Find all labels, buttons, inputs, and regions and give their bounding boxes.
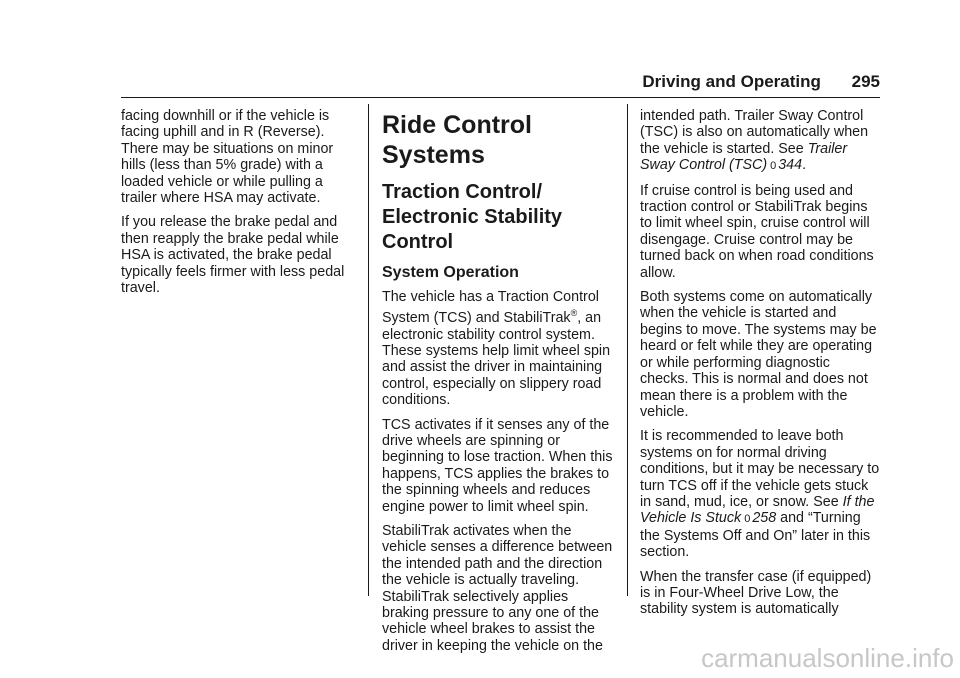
paragraph [640,108,880,175]
text: and “Turning the Systems Off and On” later in this section. [640,510,871,561]
page-reference[interactable]: 258 [752,510,777,527]
watermark: carmanualsonline.info [701,643,954,673]
page-number: 295 [851,72,880,91]
page-ref-arrow-icon: 0 [770,160,777,173]
paragraph: If you release the brake pedal and then reapply the brake pedal while HSA is activated, the brake pedal typically feels firmer with less pedal travel. [121,214,345,297]
paragraph: TCS activates if it senses any of the drive wheels are spinning or beginning to lose traction. When this happens, TCS applies the brakes to the spinning wheels and reduces engine power to limit wheel spin. [382,416,613,515]
column-1 [121,108,359,304]
page-header [642,72,880,92]
column-2 [382,108,616,662]
cross-reference-link[interactable]: Trailer Sway Control (TSC) [640,140,848,174]
paragraph: If cruise control is being used and traction control or StabiliTrak begins to limit wheel spin, cruise control will disengage. Cruise control may be turned back on when road conditions allow. [640,182,874,281]
paragraph: Both systems come on automatically when the vehicle is started and begins to move. The systems may be heard or felt while they are operating or while performing diagnostic checks. This is normal and does not mean there is a problem with the vehicle. [640,289,877,420]
heading-system-operation: System Operation [382,264,519,281]
page-ref-arrow-icon: 0 [744,513,751,526]
column-divider [368,104,369,596]
column-3 [640,108,880,626]
paragraph: facing downhill or if the vehicle is facing uphill and in R (Reverse). There may be situations on minor hills (less than 5% grade) with a loaded vehicle or while pulling a trailer where HSA may activate. [121,108,334,207]
text: , an electronic stability control system. These systems help limit wheel spin and assist the driver in maintaining control, especially on slippery road conditions. [382,310,611,409]
header-rule [121,97,880,98]
paragraph [640,428,880,560]
section-title: Driving and Operating [642,72,821,91]
paragraph [382,289,616,409]
heading-ride-control-systems: Ride Control Systems [382,111,532,169]
paragraph: When the transfer case (if equipped) is in Four-Wheel Drive Low, the stability system is automatically [640,568,872,618]
text: It is recommended to leave both systems on for normal driving conditions, but it may be necessary to turn TCS off if the vehicle gets stuck in sand, mud, ice, or snow. See [640,428,880,510]
text: intended path. Trailer Sway Control (TSC) is also on automatically when the vehicle is started. See [640,108,869,157]
heading-traction-control: Traction Control/ Electronic Stability Control [382,181,563,253]
text: . [802,157,807,174]
paragraph: StabiliTrak activates when the vehicle senses a difference between the intended path and the direction the vehicle is actually traveling. StabiliTrak selectively applies braking pressure to any one of the vehicle wheel brakes to assist the driver in keeping the vehicle on the [382,523,613,654]
cross-reference-link[interactable]: If the Vehicle Is Stuck [640,493,875,527]
registered-mark: ® [570,308,578,319]
text: The vehicle has a Traction Control System (TCS) and StabiliTrak [382,289,599,327]
page-reference[interactable]: 344 [778,157,803,174]
column-divider [627,104,628,596]
